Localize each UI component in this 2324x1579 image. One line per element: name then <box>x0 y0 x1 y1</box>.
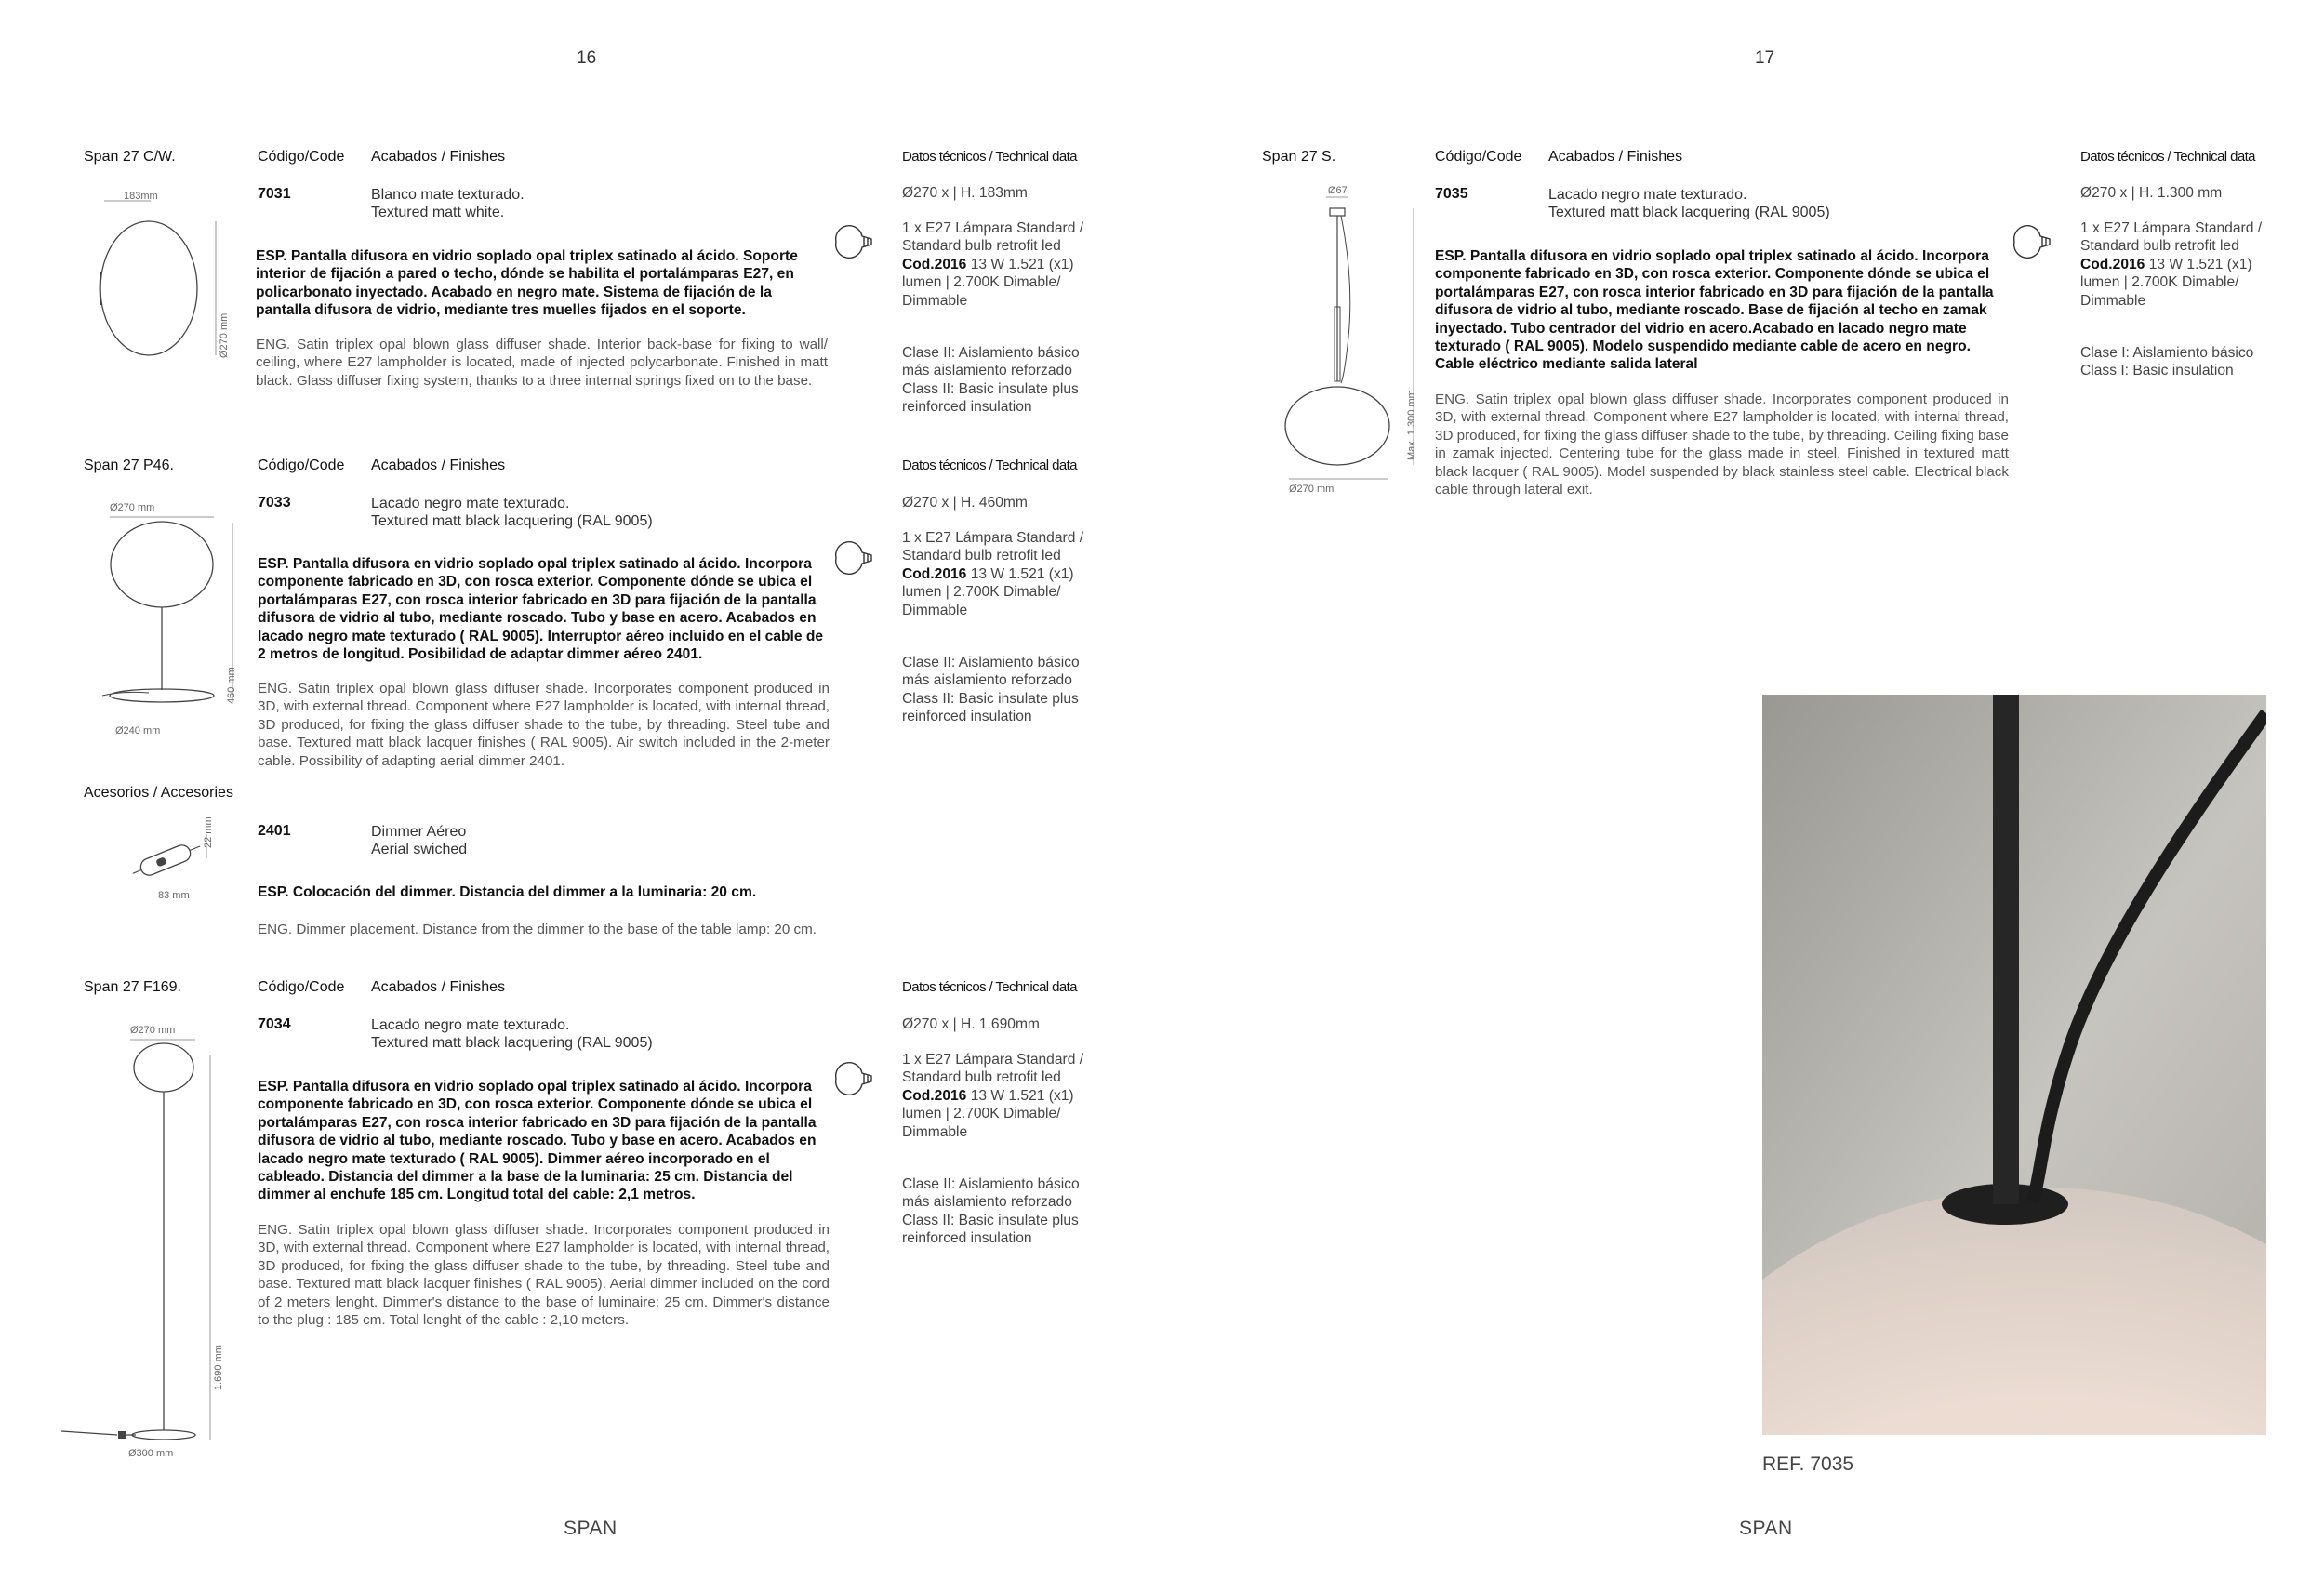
tech-header: Datos técnicos / Technical data <box>902 458 1077 473</box>
finish-en: Textured matt black lacquering (RAL 9005) <box>371 513 653 529</box>
description-en: ENG. Satin triplex opal blown glass diffuser shade. Incorporates component produced in 3D, with external thread. Component where E27 lampholder is located, with internal thread, 3D produced, for fixing the glass diffuser shade to the tube, by threading. Ceiling fixing base in zamak injected. Centering tube for the glass made in steel. Finished in textured matt black lacquer ( RAL 9005). Model suspended by black stainless steel cable. Electrical black cable through lateral exit. <box>1435 391 2009 498</box>
tech-header: Datos técnicos / Technical data <box>902 149 1077 165</box>
finishes-header: Acabados / Finishes <box>1548 149 1683 165</box>
description-en: ENG. Satin triplex opal blown glass diffuser shade. Interior back-base for fixing to wall/ ceiling, where E27 lampholder is located, made of injected polycarbonate. Finished in matt black. Glass diffuser fixing system, thanks to a three internal springs fixed on to the base. <box>256 337 828 389</box>
product-code: 7033 <box>258 495 291 511</box>
left-page-number: 16 <box>577 48 597 68</box>
tech-dimensions: Ø270 x | H. 460mm <box>902 495 1028 511</box>
tech-dimensions: Ø270 x | H. 1.690mm <box>902 1016 1040 1032</box>
tech-bulb: 1 x E27 Lámpara Standard / Standard bulb retrofit led Cod.2016 13 W 1.521 (x1) lumen | 2.700K Dimable/ Dimmable <box>2080 220 2263 309</box>
drawing-top-label: Ø270 mm <box>130 1025 176 1036</box>
description-en: ENG. Satin triplex opal blown glass diffuser shade. Incorporates component produced in 3D, with external thread. Component where E27 lampholder is located, with internal thread, 3D produced, for fixing the glass diffuser shade to the tube, by threading. Steel tube and base. Textured matt black lacquer finishes ( RAL 9005). Aerial dimmer included on the cord of 2 meters lenght. Dimmer's distance to the base of luminaire: 25 cm. Dimmer's distance to the plug : 185 cm. Total lenght of the cable : 2,10 meters. <box>258 1222 830 1329</box>
product-photo <box>1762 695 2266 1435</box>
product-name: Span 27 P46. <box>84 458 174 473</box>
accessory-title: Acesorios / Accesories <box>84 785 233 801</box>
finish-en: Textured matt white. <box>371 205 505 220</box>
drawing-height-label: 460 mm <box>226 667 237 704</box>
tech-bulb: 1 x E27 Lámpara Standard / Standard bulb retrofit led Cod.2016 13 W 1.521 (x1) lumen | 2.700K Dimable/ Dimmable <box>902 220 1084 309</box>
finishes-header: Acabados / Finishes <box>371 979 506 995</box>
description-es: ESP. Pantalla difusora en vidrio soplado opal triplex satinado al ácido. Incorpora componente fabricado en 3D, con rosca exterior. Componente dónde se ubica el portalámparas E27, con rosca interior fabricado en 3D para fijación de la pantalla difusora de vidrio al tubo, mediante roscado. Tubo y base en acero. Acabados en lacado negro mate texturado ( RAL 9005). Dimmer aéreo incorporado en el cableado. Distancia del dimmer a la base de la luminaria: 25 cm. Distancia del dimmer al enchufe 185 cm. Longitud total del cable: 2,1 metros. <box>258 1079 817 1203</box>
tech-bulb: 1 x E27 Lámpara Standard / Standard bulb retrofit led Cod.2016 13 W 1.521 (x1) lumen | 2.700K Dimable/ Dimmable <box>902 1052 1084 1140</box>
product-name: Span 27 C/W. <box>84 149 176 165</box>
right-page-number: 17 <box>1755 48 1775 68</box>
finishes-header: Acabados / Finishes <box>371 458 506 473</box>
accessory-description-en: ENG. Dimmer placement. Distance from the dimmer to the base of the table lamp: 20 cm. <box>258 922 817 937</box>
bulb-icon <box>832 223 873 260</box>
drawing-base-label: Ø240 mm <box>115 725 161 736</box>
tech-bulb: 1 x E27 Lámpara Standard / Standard bulb retrofit led Cod.2016 13 W 1.521 (x1) lumen | 2.700K Dimable/ Dimmable <box>902 530 1084 618</box>
bulb-icon <box>2011 223 2052 260</box>
code-header: Código/Code <box>258 458 345 473</box>
finish-es: Lacado negro mate texturado. <box>1548 187 1747 203</box>
accessory-code: 2401 <box>258 823 291 839</box>
drawing-top-label: Ø270 mm <box>110 502 155 513</box>
description-en: ENG. Satin triplex opal blown glass diffuser shade. Incorporates component produced in 3D, with external thread. Component where E27 lampholder is located, with internal thread, 3D produced, for fixing the glass diffuser shade to the tube, by threading. Steel tube and base. Textured matt black lacquer finishes ( RAL 9005). Air switch included in the 2-meter cable. Possibility of adapting aerial dimmer 2401. <box>258 681 830 769</box>
tech-dimensions: Ø270 x | H. 1.300 mm <box>2080 185 2223 201</box>
code-header: Código/Code <box>258 979 345 995</box>
dimmer-width-label: 83 mm <box>158 890 190 901</box>
finish-es: Lacado negro mate texturado. <box>371 496 570 511</box>
description-es: ESP. Pantalla difusora en vidrio soplado opal triplex satinado al ácido. Incorpora componente fabricado en 3D, con rosca exterior. Componente dónde se ubica el portalámparas E27, con rosca interior fabricado en 3D para fijación de la pantalla difusora de vidrio al tubo, mediante roscado. Base de fijación al techo en zamak inyectado. Tubo centrador del vidrio en acero.Acabado en lacado negro mate texturado ( RAL 9005). Modelo suspendido mediante cable de acero en negro. Cable eléctrico mediante salida lateral <box>1435 248 1994 373</box>
dimmer-drawing <box>130 832 214 888</box>
finish-en: Textured matt black lacquering (RAL 9005) <box>371 1035 653 1051</box>
left-footer: SPAN <box>564 1518 618 1539</box>
accessory-description-es: ESP. Colocación del dimmer. Distancia del dimmer a la luminaria: 20 cm. <box>258 884 757 900</box>
drawing-base-label: Ø300 mm <box>128 1448 174 1459</box>
tech-header: Datos técnicos / Technical data <box>2080 149 2255 165</box>
tech-header: Datos técnicos / Technical data <box>902 979 1077 995</box>
product-code: 7031 <box>258 186 291 202</box>
finish-en: Textured matt black lacquering (RAL 9005) <box>1548 205 1830 220</box>
code-header: Código/Code <box>1435 149 1522 165</box>
finish-es: Lacado negro mate texturado. <box>371 1017 570 1033</box>
dimmer-height-label: 22 mm <box>203 816 214 848</box>
drawing-height-label: Ø270 mm <box>219 312 230 358</box>
drawing-width-label: 183mm <box>124 191 158 202</box>
bulb-icon <box>832 1060 873 1097</box>
bulb-icon <box>832 539 873 577</box>
tech-class: Clase II: Aislamiento básico más aislamiento reforzado Class II: Basic insulate plus reinforced insulation <box>902 655 1080 725</box>
tech-class: Clase II: Aislamiento básico más aislamiento reforzado Class II: Basic insulate plus reinforced insulation <box>902 1176 1080 1247</box>
finishes-header: Acabados / Finishes <box>371 149 506 165</box>
tech-dimensions: Ø270 x | H. 183mm <box>902 185 1028 201</box>
tech-class: Clase II: Aislamiento básico más aislamiento reforzado Class II: Basic insulate plus reinforced insulation <box>902 345 1080 416</box>
photo-reference: REF. 7035 <box>1762 1453 1854 1475</box>
finish-es: Blanco mate texturado. <box>371 187 525 203</box>
floor-lamp-drawing <box>61 1036 238 1454</box>
product-code: 7034 <box>258 1016 291 1032</box>
accessory-name-en: Aerial swiched <box>371 842 468 857</box>
tech-class: Clase I: Aislamiento básico Class I: Basic insulation <box>2080 345 2254 379</box>
drawing-height-label: 1.690 mm <box>213 1345 224 1390</box>
drawing-base-label: Ø270 mm <box>1289 484 1335 495</box>
wall-lamp-drawing <box>93 197 223 374</box>
code-header: Código/Code <box>258 149 345 165</box>
accessory-name-es: Dimmer Aéreo <box>371 824 467 840</box>
pendant-lamp-drawing <box>1283 195 1423 484</box>
description-es: ESP. Pantalla difusora en vidrio soplado opal triplex satinado al ácido. Incorpora componente fabricado en 3D, con rosca exterior. Componente dónde se ubica el portalámparas E27, con rosca interior fabricado en 3D para fijación de la pantalla difusora de vidrio al tubo, mediante roscado. Tubo y base en acero. Acabados en lacado negro mate texturado ( RAL 9005). Interruptor aéreo incluido en el cable de 2 metros de longitud. Posibilidad de adaptar dimmer aéreo 2401. <box>258 556 824 663</box>
description-es: ESP. Pantalla difusora en vidrio soplado opal triplex satinado al ácido. Soporte interior de fijación a pared o techo, dónde se habilita el portalámparas E27, en policarbonato inyectado. Acabado en negro mate. Sistema de fijación de la pantalla difusora de vidrio, mediante tres muelles fijados en el soporte. <box>256 248 798 319</box>
product-name: Span 27 S. <box>1262 149 1336 165</box>
pendant-lamp-photo <box>1762 695 2266 1435</box>
right-footer: SPAN <box>1739 1518 1793 1539</box>
table-lamp-drawing <box>93 513 242 718</box>
product-name: Span 27 F169. <box>84 979 181 995</box>
drawing-height-label: Max. 1.300 mm <box>1406 390 1417 460</box>
product-code: 7035 <box>1435 186 1468 202</box>
drawing-top-label: Ø67 <box>1328 185 1348 196</box>
